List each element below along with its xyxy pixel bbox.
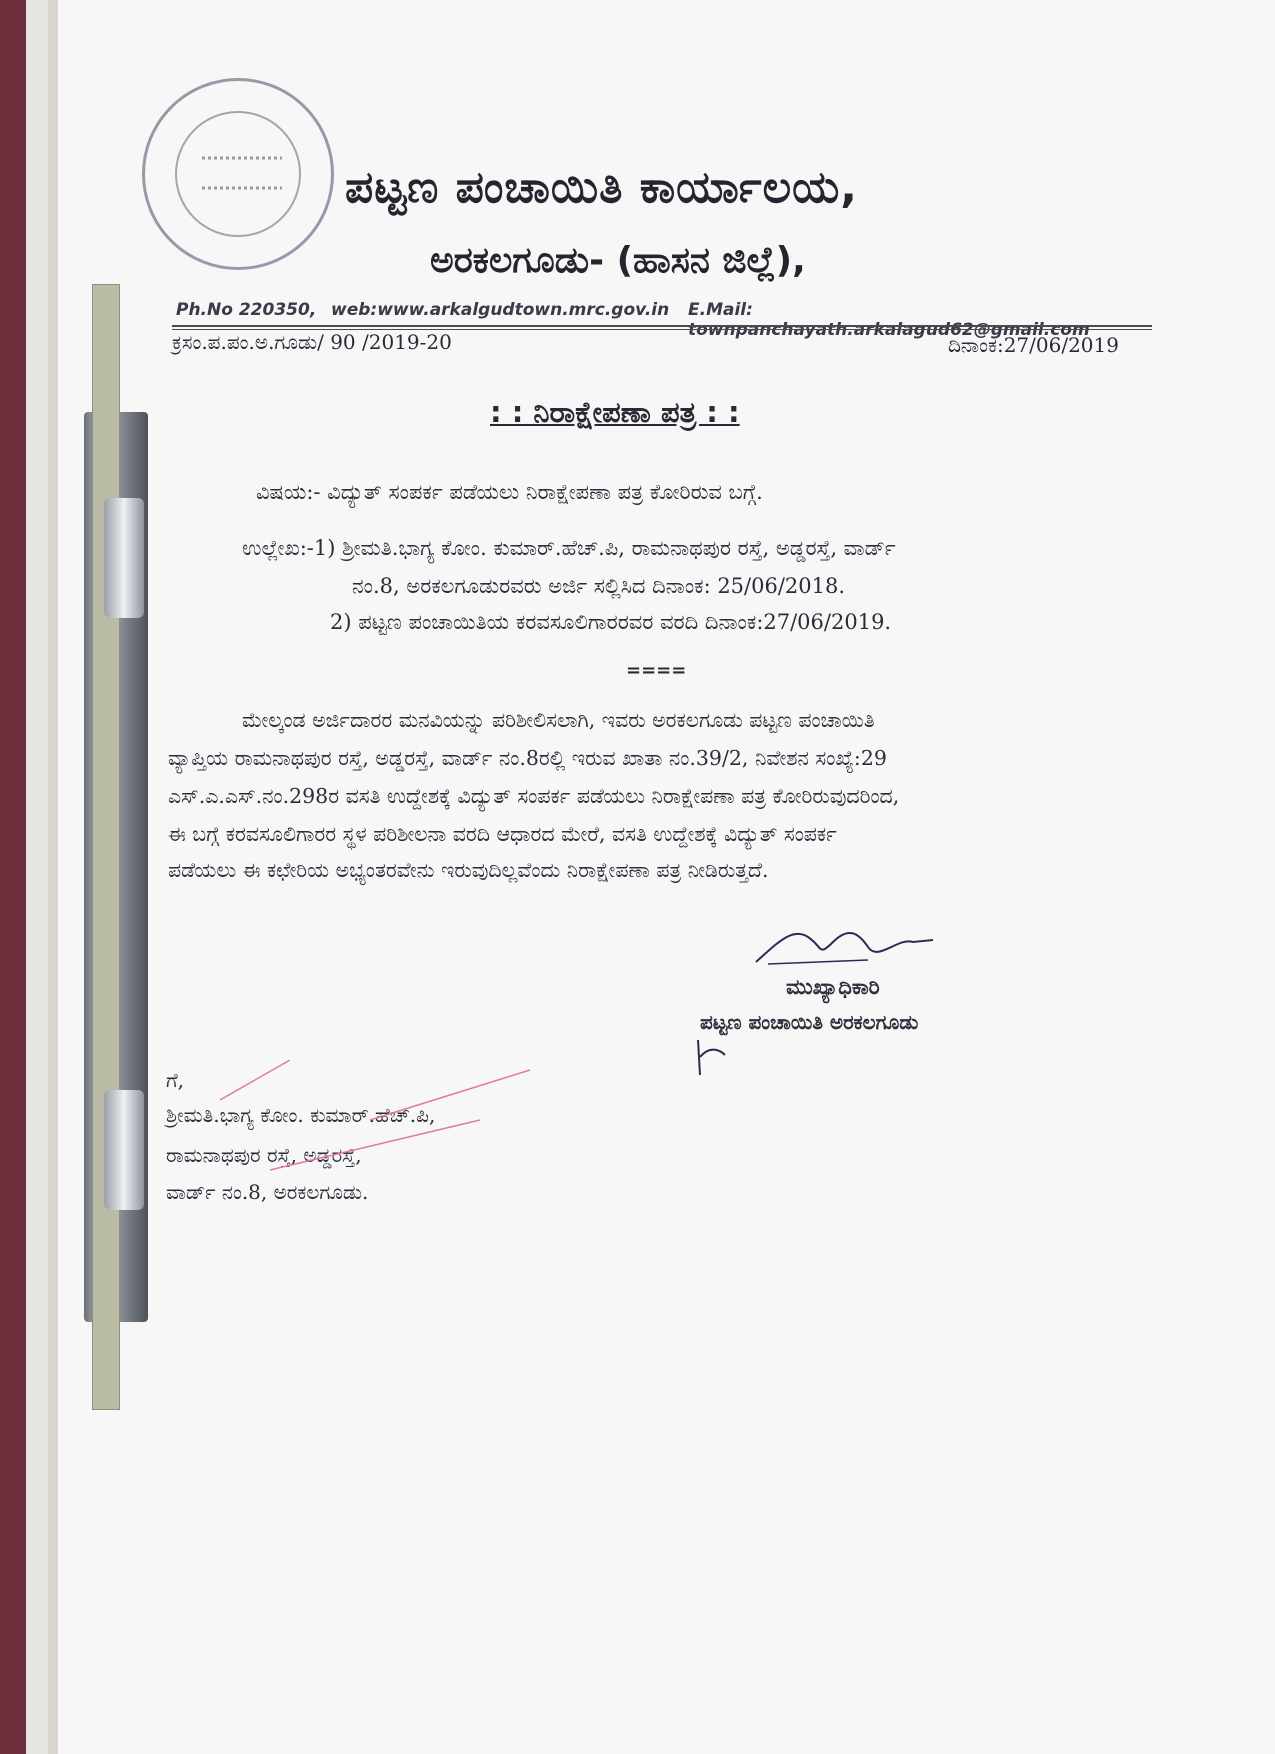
letter-title: : : ನಿರಾಕ್ಷೇಪಣಾ ಪತ್ರ : : xyxy=(490,395,740,429)
contact-row xyxy=(176,300,1128,340)
reference-1-line-2: ನಂ.8, ಅರಕಲಗೂಡುರವರು ಅರ್ಜಿ ಸಲ್ಲಿಸಿದ ದಿನಾಂಕ: 25/06/2018. xyxy=(352,574,846,598)
website-link: web:www.arkalgudtown.mrc.gov.in xyxy=(331,300,670,320)
office-name-heading: ಪಟ್ಟಣ ಪಂಚಾಯಿತಿ ಕಾರ್ಯಾಲಯ, xyxy=(345,162,858,213)
reference-number: ಕ್ರಸಂ.ಪ.ಪಂ.ಅ.ಗೂಡು/ 90 /2019-20 xyxy=(172,330,452,354)
reference-1-line-1: ಉಲ್ಲೇಖ:-1) ಶ್ರೀಮತಿ.ಭಾಗ್ಯ ಕೋಂ. ಕುಮಾರ್.ಹೆಚ್.ಪಿ, ರಾಮನಾಥಪುರ ರಸ್ತೆ, ಅಡ್ಡರಸ್ತೆ, ವಾರ್ಡ್ xyxy=(242,536,896,560)
body-line-5: ಪಡೆಯಲು ಈ ಕಛೇರಿಯ ಅಭ್ಯಂತರವೇನು ಇರುವುದಿಲ್ಲವೆಂದು ನಿರಾಕ್ಷೇಪಣಾ ಪತ್ರ ನೀಡಿರುತ್ತದೆ. xyxy=(168,858,769,882)
binder-clip-knob-bottom xyxy=(104,1090,144,1210)
recipient-address-line-1: ರಾಮನಾಥಪುರ ರಸ್ತೆ, ಅಡ್ಡರಸ್ತೆ, xyxy=(166,1143,362,1167)
recipient-address-line-2: ವಾರ್ಡ್ ನಂ.8, ಅರಕಲಗೂಡು. xyxy=(166,1180,369,1204)
letter-date: ದಿನಾಂಕ:27/06/2019 xyxy=(948,333,1119,357)
seal-markings xyxy=(142,78,334,270)
body-line-3: ಎಸ್.ಎ.ಎಸ್.ನಂ.298ರ ವಸತಿ ಉದ್ದೇಶಕ್ಕೆ ವಿದ್ಯುತ್ ಸಂಪರ್ಕ ಪಡೆಯಲು ನಿರಾಕ್ಷೇಪಣಾ ಪತ್ರ ಕೋರಿರುವುದರಿಂದ, xyxy=(168,784,900,808)
town-district-heading: ಅರಕಲಗೂಡು- (ಹಾಸನ ಜಿಲ್ಲೆ), xyxy=(430,240,806,281)
body-line-2: ವ್ಯಾಪ್ತಿಯ ರಾಮನಾಥಪುರ ರಸ್ತೆ, ಅಡ್ಡರಸ್ತೆ, ವಾರ್ಡ್ ನಂ.8ರಲ್ಲಿ ಇರುವ ಖಾತಾ ನಂ.39/2, ನಿವೇಶನ ಸಂಖ್ಯೆ:29 xyxy=(168,746,887,770)
letterhead-divider xyxy=(172,325,1152,327)
handwritten-signature xyxy=(748,922,938,972)
signatory-designation: ಮುಖ್ಯಾಧಿಕಾರಿ xyxy=(786,975,880,999)
body-line-1: ಮೇಲ್ಕಂಡ ಅರ್ಜಿದಾರರ ಮನವಿಯನ್ನು ಪರಿಶೀಲಿಸಲಾಗಿ, ಇವರು ಅರಕಲಗೂಡು ಪಟ್ಟಣ ಪಂಚಾಯಿತಿ xyxy=(242,708,875,732)
subject-line: ವಿಷಯ:- ವಿದ್ಯುತ್ ಸಂಪರ್ಕ ಪಡೆಯಲು ನಿರಾಕ್ಷೇಪಣಾ ಪತ್ರ ಕೋರಿರುವ ಬಗ್ಗೆ. xyxy=(256,480,763,504)
section-separator: ==== xyxy=(626,660,687,681)
email-address: E.Mail: townpanchayath.arkalagud62@gmail.com xyxy=(688,300,1090,340)
binder-clip-knob-top xyxy=(104,498,144,618)
pink-pen-marks xyxy=(220,1060,540,1180)
binder-clip-bar xyxy=(92,284,120,1410)
handwritten-initial xyxy=(690,1035,730,1080)
body-line-4: ಈ ಬಗ್ಗೆ ಕರವಸೂಲಿಗಾರರ ಸ್ಥಳ ಪರಿಶೀಲನಾ ವರದಿ ಆಧಾರದ ಮೇರೆ, ವಸತಿ ಉದ್ದೇಶಕ್ಕೆ ವಿದ್ಯುತ್ ಸಂಪರ್ಕ xyxy=(168,822,837,846)
recipient-to: ಗೆ, xyxy=(166,1068,184,1092)
paper-edge xyxy=(48,0,58,1754)
phone-number: Ph.No 220350, xyxy=(176,300,317,320)
reference-2: 2) ಪಟ್ಟಣ ಪಂಚಾಯಿತಿಯ ಕರವಸೂಲಿಗಾರರವರ ವರದಿ ದಿನಾಂಕ:27/06/2019. xyxy=(330,610,892,634)
recipient-name: ಶ್ರೀಮತಿ.ಭಾಗ್ಯ ಕೋಂ. ಕುಮಾರ್.ಹೆಚ್.ಪಿ, xyxy=(166,1103,436,1127)
office-seal-stamp xyxy=(142,78,334,270)
signatory-office: ಪಟ್ಟಣ ಪಂಚಾಯಿತಿ ಅರಕಲಗೂಡು xyxy=(700,1010,919,1034)
